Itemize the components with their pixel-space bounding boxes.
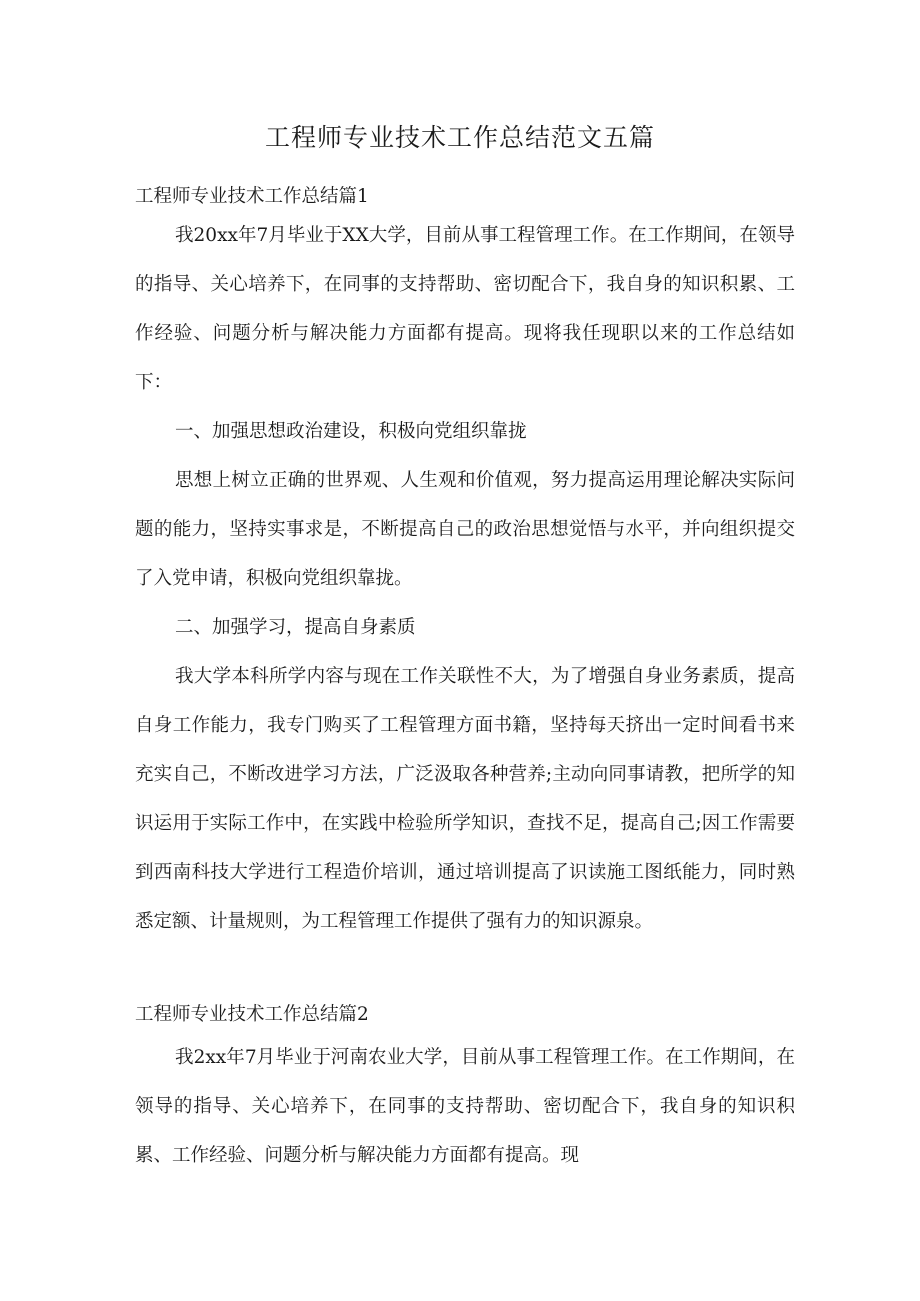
section-1-heading: 工程师专业技术工作总结篇1 xyxy=(135,186,369,207)
section-1-subheading-1: 一、加强思想政治建设，积极向党组织靠拢 xyxy=(175,421,527,442)
section-1-paragraph-1: 我20xx年7月毕业于XX大学，目前从事工程管理工作。在工作期间，在领导的指导、关心培养下，在同事的支持帮助、密切配合下，我自身的知识积累、工作经验、问题分析与解决能力方面都有提高。现将我任现职以来的工作总结如下： xyxy=(135,225,795,393)
section-1-paragraph-3: 我大学本科所学内容与现在工作关联性不大，为了增强自身业务素质，提高自身工作能力，我专门购买了工程管理方面书籍，坚持每天挤出一定时间看书来充实自己，不断改进学习方法，广泛汲取各种营养;主动向同事请教，把所学的知识运用于实际工作中，在实践中检验所学知识，查找不足，提高自己;因工作需要到西南科技大学进行工程造价培训，通过培训提高了识读施工图纸能力，同时熟悉定额、计量规则，为工程管理工作提供了强有力的知识源泉。 xyxy=(135,666,795,932)
section-2-paragraph-1: 我2xx年7月毕业于河南农业大学，目前从事工程管理工作。在工作期间，在领导的指导、关心培养下，在同事的支持帮助、密切配合下，我自身的知识积累、工作经验、问题分析与解决能力方面都有提高。现 xyxy=(135,1047,795,1166)
section-1-paragraph-2: 思想上树立正确的世界观、人生观和价值观，努力提高运用理论解决实际问题的能力，坚持实事求是，不断提高自己的政治思想觉悟与水平，并向组织提交了入党申请，积极向党组织靠拢。 xyxy=(135,470,795,589)
section-1-subheading-2: 二、加强学习，提高自身素质 xyxy=(175,617,416,638)
document-title: 工程师专业技术工作总结范文五篇 xyxy=(264,123,655,152)
section-2-heading: 工程师专业技术工作总结篇2 xyxy=(135,1004,369,1025)
